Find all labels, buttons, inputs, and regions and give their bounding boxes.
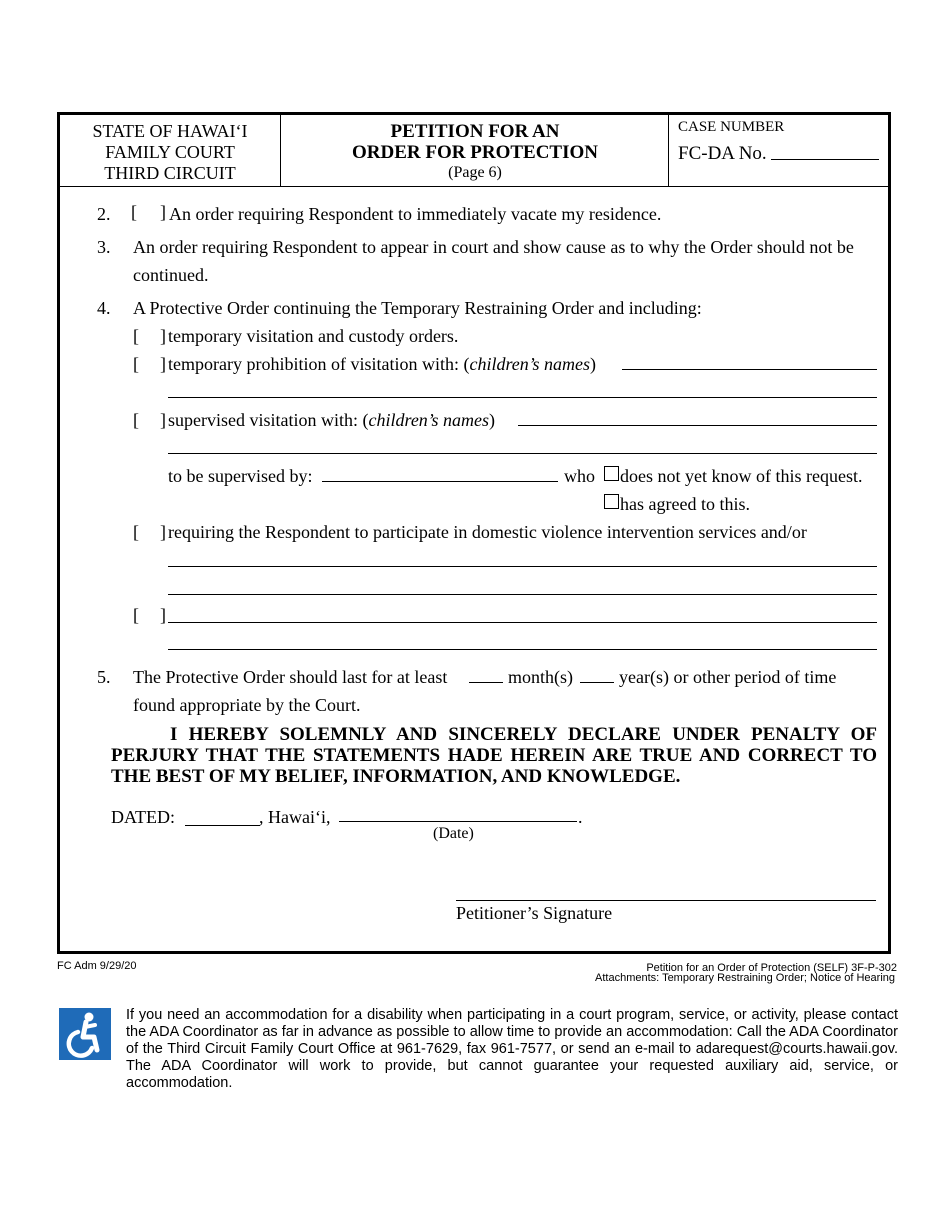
supervised-children-field-2[interactable]: [168, 453, 877, 454]
page-title: PETITION FOR AN ORDER FOR PROTECTION: [352, 121, 598, 163]
option-supervised-text: supervised visitation with: (children’s names): [168, 410, 495, 430]
other-bracket-open[interactable]: [: [133, 605, 139, 625]
item-2-bracket-close: ]: [160, 202, 166, 222]
ada-notice: If you need an accommodation for a disability when participating in a court program, service, or activity, please contact the ADA Coordinator as far in advance as possible to allow time to provide an accommodation: Call the ADA Coordinator of the Third Circuit Family Court Office at 961-7629, fax 961-7577, or send an e-mail to adarequest@courts.hawaii.gov. The ADA Coordinator will work to provide, but cannot guarantee your requested auxiliary aid, service, or accommodation.: [126, 1007, 898, 1091]
requiring-bracket-open[interactable]: [: [133, 522, 139, 542]
dated-day-field[interactable]: [185, 825, 260, 826]
item-3-number: 3.: [97, 237, 111, 257]
declaration: I HEREBY SOLEMNLY AND SINCERELY DECLARE UNDER PENALTY OF PERJURY THAT THE STATEMENTS HADE HEREIN ARE TRUE AND CORRECT TO THE BEST OF MY BELIEF, INFORMATION, AND KNOWLEDGE.: [111, 724, 877, 787]
not-know-checkbox[interactable]: [604, 466, 619, 481]
form-code: FC Adm 9/29/20: [57, 960, 137, 972]
case-prefix: FC-DA No.: [678, 143, 767, 164]
item-5-years: year(s) or other period of time: [619, 667, 837, 687]
other-field-1[interactable]: [168, 622, 877, 623]
visitation-bracket-close: ]: [160, 326, 166, 346]
case-number-field[interactable]: [771, 159, 879, 160]
header-divider: [57, 186, 891, 187]
case-number-label: CASE NUMBER: [678, 119, 785, 135]
visitation-bracket-open[interactable]: [: [133, 326, 139, 346]
item-5-text-line2: found appropriate by the Court.: [133, 695, 361, 715]
has-agreed-text: has agreed to this.: [620, 494, 750, 514]
page-number: (Page 6): [448, 164, 502, 181]
other-field-2[interactable]: [168, 649, 877, 650]
date-caption: (Date): [433, 825, 474, 842]
item-5-text-a: The Protective Order should last for at least: [133, 667, 448, 687]
item-2-text: An order requiring Respondent to immediately vacate my residence.: [169, 204, 662, 224]
other-bracket-close: ]: [160, 605, 166, 625]
supervised-by-label: to be supervised by:: [168, 466, 313, 486]
item-2-bracket-open[interactable]: [: [131, 202, 137, 222]
supervised-children-field[interactable]: [518, 425, 877, 426]
dated-label: DATED:: [111, 807, 175, 827]
prohibition-bracket-open[interactable]: [: [133, 354, 139, 374]
option-prohibition-text: temporary prohibition of visitation with: (children’s names): [168, 354, 596, 374]
not-know-text: does not yet know of this request.: [620, 466, 863, 486]
who-label: who: [564, 466, 595, 486]
prohibition-children-field-2[interactable]: [168, 397, 877, 398]
item-4-number: 4.: [97, 298, 111, 318]
attachments: Attachments: Temporary Restraining Order; Notice of Hearing: [595, 972, 895, 984]
date-field[interactable]: [339, 821, 577, 822]
requiring-bracket-close: ]: [160, 522, 166, 542]
months-field[interactable]: [469, 682, 503, 683]
requiring-field-2[interactable]: [168, 594, 877, 595]
has-agreed-checkbox[interactable]: [604, 494, 619, 509]
item-2-number: 2.: [97, 204, 111, 224]
item-3-text-line1: An order requiring Respondent to appear in court and show cause as to why the Order should not be: [133, 237, 854, 257]
requiring-field-1[interactable]: [168, 566, 877, 567]
accessibility-icon: [59, 1008, 111, 1060]
years-field[interactable]: [580, 682, 614, 683]
option-requiring-text: requiring the Respondent to participate in domestic violence intervention services and/or: [168, 522, 807, 542]
court-name: STATE OF HAWAI‘I FAMILY COURT THIRD CIRCUIT: [92, 121, 248, 183]
dated-place: , Hawai‘i,: [259, 807, 331, 827]
form-title: Petition for an Order of Protection (SELF) 3F-P-302: [646, 962, 897, 974]
item-3-text-line2: continued.: [133, 265, 209, 285]
supervisor-name-field[interactable]: [322, 481, 558, 482]
supervised-bracket-close: ]: [160, 410, 166, 430]
supervised-bracket-open[interactable]: [: [133, 410, 139, 430]
item-4-text: A Protective Order continuing the Temporary Restraining Order and including:: [133, 298, 702, 318]
header-divider-left: [280, 115, 281, 186]
header-divider-right: [668, 115, 669, 186]
prohibition-children-field[interactable]: [622, 369, 877, 370]
item-5-number: 5.: [97, 667, 111, 687]
dated-period: .: [578, 807, 583, 827]
option-visitation-text: temporary visitation and custody orders.: [168, 326, 459, 346]
prohibition-bracket-close: ]: [160, 354, 166, 374]
signature-field[interactable]: [456, 900, 876, 901]
item-5-months: month(s): [508, 667, 573, 687]
signature-caption: Petitioner’s Signature: [456, 903, 613, 923]
